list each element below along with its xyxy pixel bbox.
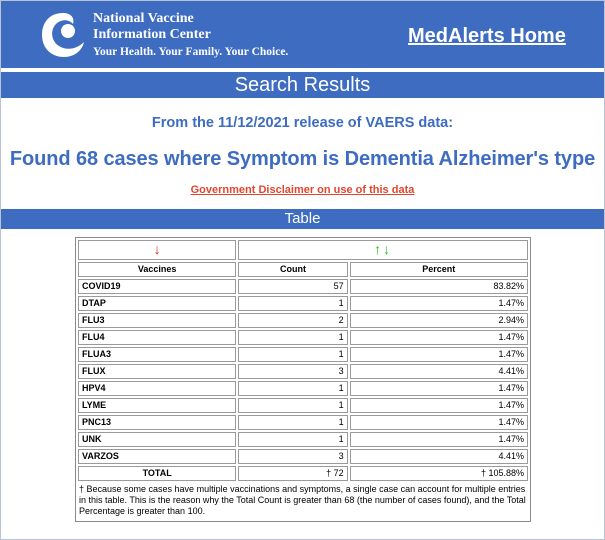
total-row <box>78 466 528 481</box>
vaccine-percent: 1.47% <box>350 415 528 430</box>
mother-child-logo-icon[interactable] <box>37 9 89 61</box>
vaccine-name: VARZOS <box>78 449 236 464</box>
total-percent: † 105.88% <box>350 466 528 481</box>
vaccine-count: 3 <box>238 364 347 379</box>
search-results-banner: Search Results <box>1 72 604 98</box>
table-row <box>78 296 528 311</box>
vaccine-percent: 1.47% <box>350 330 528 345</box>
vaccine-name: FLUX <box>78 364 236 379</box>
table-banner: Table <box>1 209 604 229</box>
release-text: From the 11/12/2021 release of VAERS data: <box>151 115 454 131</box>
vaccine-name: DTAP <box>78 296 236 311</box>
table-header-row <box>78 262 528 277</box>
table-row <box>78 364 528 379</box>
vaccine-percent: 2.94% <box>350 313 528 328</box>
sort-up-down-arrows-icon[interactable]: ↑↓ <box>374 240 393 257</box>
vaccine-percent: 1.47% <box>350 296 528 311</box>
total-label: TOTAL <box>78 466 236 481</box>
table-row <box>78 398 528 413</box>
vaccine-count: 1 <box>238 296 347 311</box>
vaccine-count: 2 <box>238 313 347 328</box>
vaccine-count: 3 <box>238 449 347 464</box>
org-name <box>93 11 211 43</box>
vaccine-percent: 1.47% <box>350 381 528 396</box>
sort-arrows-row <box>78 240 528 260</box>
vaccine-percent: 1.47% <box>350 347 528 362</box>
vaccine-percent: 83.82% <box>350 279 528 294</box>
vaccine-count: 1 <box>238 398 347 413</box>
vaccine-name: HPV4 <box>78 381 236 396</box>
column-header-count: Count <box>238 262 347 277</box>
vaccine-percent: 1.47% <box>350 398 528 413</box>
total-count: † 72 <box>238 466 347 481</box>
table-row <box>78 330 528 345</box>
results-table <box>76 238 530 483</box>
column-header-vaccines: Vaccines <box>78 262 236 277</box>
vaccine-percent: 4.41% <box>350 449 528 464</box>
vaccine-name: COVID19 <box>78 279 236 294</box>
sort-cell-vaccines <box>78 240 236 260</box>
vaccine-count: 1 <box>238 347 347 362</box>
vaccine-count: 1 <box>238 381 347 396</box>
vaccine-name: LYME <box>78 398 236 413</box>
column-header-percent: Percent <box>350 262 528 277</box>
vaccine-count: 1 <box>238 432 347 447</box>
vaccine-count: 57 <box>238 279 347 294</box>
table-row <box>78 313 528 328</box>
table-row <box>78 432 528 447</box>
vaccine-count: 1 <box>238 330 347 345</box>
org-name-line1: National Vaccine <box>93 11 194 26</box>
vaccine-count: 1 <box>238 415 347 430</box>
sort-cell-count-percent <box>238 240 528 260</box>
results-table-container <box>75 237 531 522</box>
table-row <box>78 279 528 294</box>
site-header <box>1 1 604 68</box>
vaccine-name: FLU3 <box>78 313 236 328</box>
vaccine-name: FLU4 <box>78 330 236 345</box>
org-tagline: Your Health. Your Family. Your Choice. <box>93 46 289 58</box>
medalerts-home-link[interactable]: MedAlerts Home <box>408 25 566 47</box>
vaccine-percent: 1.47% <box>350 432 528 447</box>
found-cases-heading: Found 68 cases where Symptom is Dementia Alzheimer's type <box>9 148 596 170</box>
table-row <box>78 415 528 430</box>
vaccine-percent: 4.41% <box>350 364 528 379</box>
table-footnote: † Because some cases have multiple vaccinations and symptoms, a single case can account for multiple entries in this table. This is the reason why the Total Count is greater than 68 (the number of cases found), and the Total Percentage is greater than 100. <box>79 484 526 516</box>
sort-down-arrow-icon[interactable]: ↓ <box>153 240 161 257</box>
table-row <box>78 347 528 362</box>
table-row <box>78 381 528 396</box>
vaccine-name: FLUA3 <box>78 347 236 362</box>
table-row <box>78 449 528 464</box>
vaccine-name: PNC13 <box>78 415 236 430</box>
org-name-line2: Information Center <box>93 27 211 42</box>
vaccine-name: UNK <box>78 432 236 447</box>
government-disclaimer-link[interactable]: Government Disclaimer on use of this data <box>190 184 415 196</box>
